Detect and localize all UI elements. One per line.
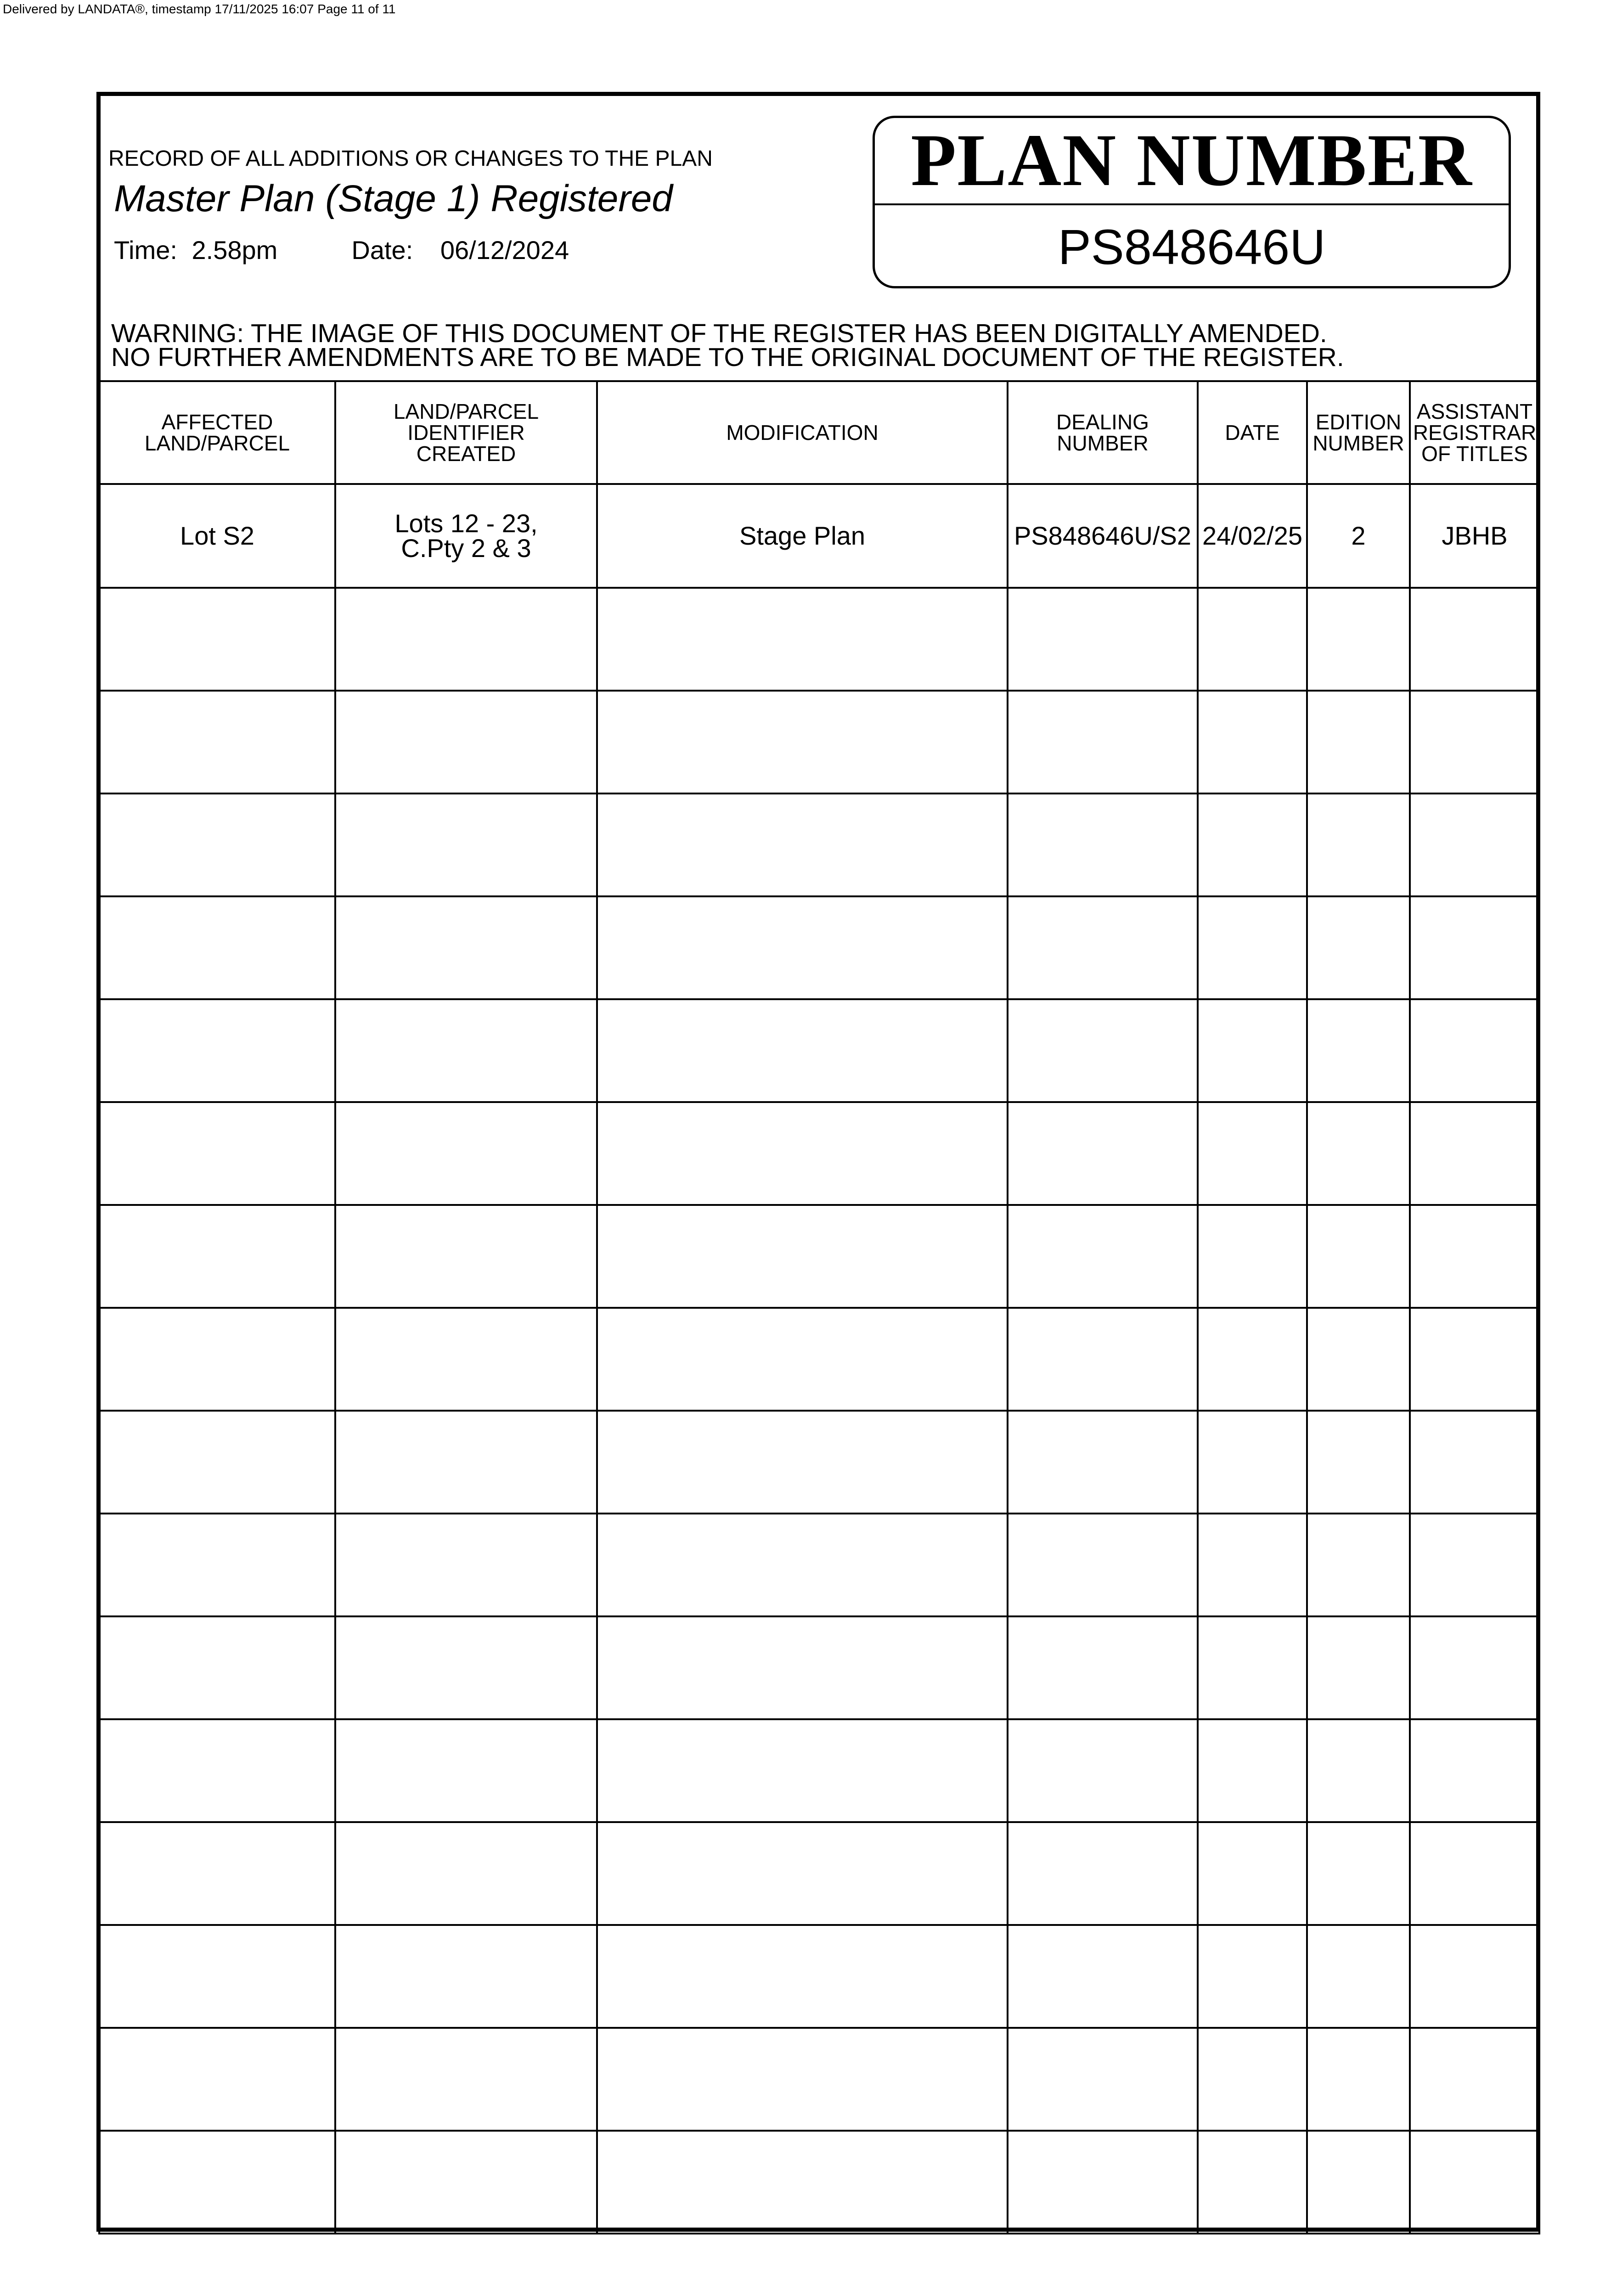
plan-number-box bbox=[873, 116, 1511, 288]
delivery-stamp: Delivered by LANDATA®, timestamp 17/11/2025 16:07 Page 11 of 11 bbox=[3, 2, 396, 16]
empty-cell bbox=[1410, 1205, 1539, 1308]
warning-line-2: NO FURTHER AMENDMENTS ARE TO BE MADE TO THE ORIGINAL DOCUMENT OF THE REGISTER. bbox=[111, 343, 1344, 372]
modification-cell: Stage Plan bbox=[597, 484, 1008, 588]
date-cell: 24/02/25 bbox=[1198, 484, 1307, 588]
empty-cell bbox=[99, 896, 335, 999]
empty-cell bbox=[1307, 999, 1410, 1102]
time-date-row bbox=[114, 235, 569, 265]
empty-cell bbox=[99, 793, 335, 896]
empty-cell bbox=[597, 1514, 1008, 1616]
empty-cell bbox=[1410, 2131, 1539, 2234]
time-value: 2.58pm bbox=[192, 236, 278, 264]
empty-cell bbox=[99, 691, 335, 793]
warning-line-1: WARNING: THE IMAGE OF THIS DOCUMENT OF THE REGISTER HAS BEEN DIGITALLY AMENDED. bbox=[111, 319, 1327, 348]
plan-number-value: PS848646U bbox=[1058, 219, 1326, 275]
empty-cell bbox=[1008, 1411, 1198, 1514]
dealing-number-cell: PS848646U/S2 bbox=[1008, 484, 1198, 588]
column-header: ASSISTANT REGISTRAR OF TITLES bbox=[1410, 381, 1539, 484]
empty-cell bbox=[1008, 999, 1198, 1102]
registrar-cell: JBHB bbox=[1410, 484, 1539, 588]
empty-cell bbox=[99, 1616, 335, 1719]
empty-cell bbox=[1307, 1411, 1410, 1514]
empty-cell bbox=[335, 1822, 597, 1925]
empty-cell bbox=[1008, 2028, 1198, 2131]
empty-cell bbox=[1198, 1102, 1307, 1205]
empty-cell bbox=[1307, 1308, 1410, 1411]
plan-name: Master Plan (Stage 1) Registered bbox=[114, 178, 673, 219]
empty-cell bbox=[1410, 1925, 1539, 2028]
empty-cell bbox=[1410, 1411, 1539, 1514]
empty-cell bbox=[1008, 1308, 1198, 1411]
empty-cell bbox=[597, 691, 1008, 793]
empty-cell bbox=[1410, 1102, 1539, 1205]
empty-cell bbox=[597, 1719, 1008, 1822]
empty-cell bbox=[1198, 1514, 1307, 1616]
empty-cell bbox=[99, 1205, 335, 1308]
empty-cell bbox=[597, 1925, 1008, 2028]
empty-cell bbox=[1307, 588, 1410, 691]
empty-cell bbox=[597, 2131, 1008, 2234]
empty-cell bbox=[1008, 1205, 1198, 1308]
empty-cell bbox=[597, 1102, 1008, 1205]
empty-cell bbox=[335, 2028, 597, 2131]
empty-cell bbox=[1307, 1102, 1410, 1205]
empty-row bbox=[99, 999, 1539, 1102]
empty-cell bbox=[1008, 1719, 1198, 1822]
empty-cell bbox=[1410, 1616, 1539, 1719]
empty-cell bbox=[335, 1308, 597, 1411]
empty-cell bbox=[335, 1205, 597, 1308]
empty-cell bbox=[1198, 691, 1307, 793]
date-value: 06/12/2024 bbox=[440, 236, 569, 264]
empty-cell bbox=[335, 2131, 597, 2234]
empty-cell bbox=[335, 999, 597, 1102]
warning-notice bbox=[111, 319, 1344, 372]
empty-cell bbox=[597, 793, 1008, 896]
empty-cell bbox=[335, 691, 597, 793]
empty-row bbox=[99, 1102, 1539, 1205]
empty-cell bbox=[1410, 1308, 1539, 1411]
empty-cell bbox=[99, 1822, 335, 1925]
empty-cell bbox=[99, 2028, 335, 2131]
empty-cell bbox=[1198, 1411, 1307, 1514]
empty-cell bbox=[1008, 1514, 1198, 1616]
empty-cell bbox=[99, 2131, 335, 2234]
column-header: MODIFICATION bbox=[597, 381, 1008, 484]
empty-cell bbox=[335, 1102, 597, 1205]
empty-cell bbox=[1410, 1822, 1539, 1925]
empty-row bbox=[99, 1616, 1539, 1719]
empty-cell bbox=[1307, 1616, 1410, 1719]
column-header: EDITION NUMBER bbox=[1307, 381, 1410, 484]
empty-cell bbox=[597, 999, 1008, 1102]
empty-cell bbox=[335, 1411, 597, 1514]
empty-row bbox=[99, 2028, 1539, 2131]
empty-cell bbox=[1008, 691, 1198, 793]
empty-cell bbox=[1008, 1616, 1198, 1719]
empty-cell bbox=[1307, 2131, 1410, 2234]
empty-row bbox=[99, 691, 1539, 793]
empty-cell bbox=[1307, 1925, 1410, 2028]
empty-cell bbox=[597, 2028, 1008, 2131]
empty-cell bbox=[597, 1616, 1008, 1719]
empty-cell bbox=[1198, 1616, 1307, 1719]
empty-cell bbox=[1198, 1205, 1307, 1308]
identifier-cell: Lots 12 - 23, C.Pty 2 & 3 bbox=[335, 484, 597, 588]
empty-cell bbox=[99, 1925, 335, 2028]
empty-cell bbox=[1008, 793, 1198, 896]
empty-cell bbox=[99, 1411, 335, 1514]
empty-cell bbox=[1410, 896, 1539, 999]
empty-cell bbox=[1198, 588, 1307, 691]
amendments-table bbox=[98, 380, 1540, 2234]
empty-cell bbox=[1307, 691, 1410, 793]
empty-cell bbox=[1198, 896, 1307, 999]
empty-cell bbox=[335, 1925, 597, 2028]
empty-cell bbox=[335, 793, 597, 896]
empty-row bbox=[99, 1514, 1539, 1616]
empty-cell bbox=[1198, 999, 1307, 1102]
record-title: RECORD OF ALL ADDITIONS OR CHANGES TO THE PLAN bbox=[108, 146, 713, 171]
column-header: DEALING NUMBER bbox=[1008, 381, 1198, 484]
empty-row bbox=[99, 1205, 1539, 1308]
empty-cell bbox=[99, 999, 335, 1102]
empty-row bbox=[99, 1719, 1539, 1822]
plan-number-heading: PLAN NUMBER bbox=[911, 119, 1473, 202]
empty-cell bbox=[1307, 2028, 1410, 2131]
table-row bbox=[99, 484, 1539, 588]
column-header: LAND/PARCEL IDENTIFIER CREATED bbox=[335, 381, 597, 484]
empty-cell bbox=[335, 1616, 597, 1719]
empty-cell bbox=[1198, 1822, 1307, 1925]
empty-cell bbox=[1198, 1308, 1307, 1411]
empty-cell bbox=[335, 1719, 597, 1822]
affected-cell: Lot S2 bbox=[99, 484, 335, 588]
empty-cell bbox=[1307, 1822, 1410, 1925]
column-header: AFFECTED LAND/PARCEL bbox=[99, 381, 335, 484]
date-label: Date: bbox=[351, 236, 413, 264]
empty-cell bbox=[99, 1308, 335, 1411]
empty-cell bbox=[99, 1719, 335, 1822]
empty-cell bbox=[99, 1102, 335, 1205]
empty-cell bbox=[1008, 2131, 1198, 2234]
empty-cell bbox=[99, 588, 335, 691]
time-label: Time: bbox=[114, 236, 177, 264]
empty-row bbox=[99, 793, 1539, 896]
empty-cell bbox=[597, 896, 1008, 999]
empty-cell bbox=[1410, 1719, 1539, 1822]
empty-cell bbox=[1410, 999, 1539, 1102]
empty-cell bbox=[1410, 1514, 1539, 1616]
empty-cell bbox=[1008, 1925, 1198, 2028]
empty-cell bbox=[1008, 588, 1198, 691]
column-header: DATE bbox=[1198, 381, 1307, 484]
empty-cell bbox=[1307, 1719, 1410, 1822]
empty-cell bbox=[1008, 1102, 1198, 1205]
empty-cell bbox=[1198, 2131, 1307, 2234]
empty-cell bbox=[335, 896, 597, 999]
empty-row bbox=[99, 1925, 1539, 2028]
empty-cell bbox=[1008, 1822, 1198, 1925]
empty-cell bbox=[597, 588, 1008, 691]
empty-cell bbox=[1410, 691, 1539, 793]
empty-cell bbox=[597, 1822, 1008, 1925]
empty-row bbox=[99, 1308, 1539, 1411]
empty-row bbox=[99, 2131, 1539, 2234]
empty-cell bbox=[1307, 1205, 1410, 1308]
empty-cell bbox=[335, 588, 597, 691]
empty-cell bbox=[1198, 2028, 1307, 2131]
empty-row bbox=[99, 1411, 1539, 1514]
table-header-row bbox=[99, 381, 1539, 484]
empty-cell bbox=[335, 1514, 597, 1616]
empty-cell bbox=[1410, 793, 1539, 896]
empty-cell bbox=[597, 1411, 1008, 1514]
empty-cell bbox=[597, 1308, 1008, 1411]
empty-cell bbox=[1008, 896, 1198, 999]
empty-cell bbox=[1198, 1719, 1307, 1822]
empty-cell bbox=[1198, 1925, 1307, 2028]
empty-row bbox=[99, 1822, 1539, 1925]
empty-cell bbox=[1307, 896, 1410, 999]
empty-cell bbox=[1307, 1514, 1410, 1616]
empty-cell bbox=[99, 1514, 335, 1616]
empty-cell bbox=[1410, 588, 1539, 691]
empty-cell bbox=[1410, 2028, 1539, 2131]
empty-cell bbox=[597, 1205, 1008, 1308]
edition-cell: 2 bbox=[1307, 484, 1410, 588]
empty-cell bbox=[1307, 793, 1410, 896]
empty-row bbox=[99, 896, 1539, 999]
empty-row bbox=[99, 588, 1539, 691]
empty-cell bbox=[1198, 793, 1307, 896]
